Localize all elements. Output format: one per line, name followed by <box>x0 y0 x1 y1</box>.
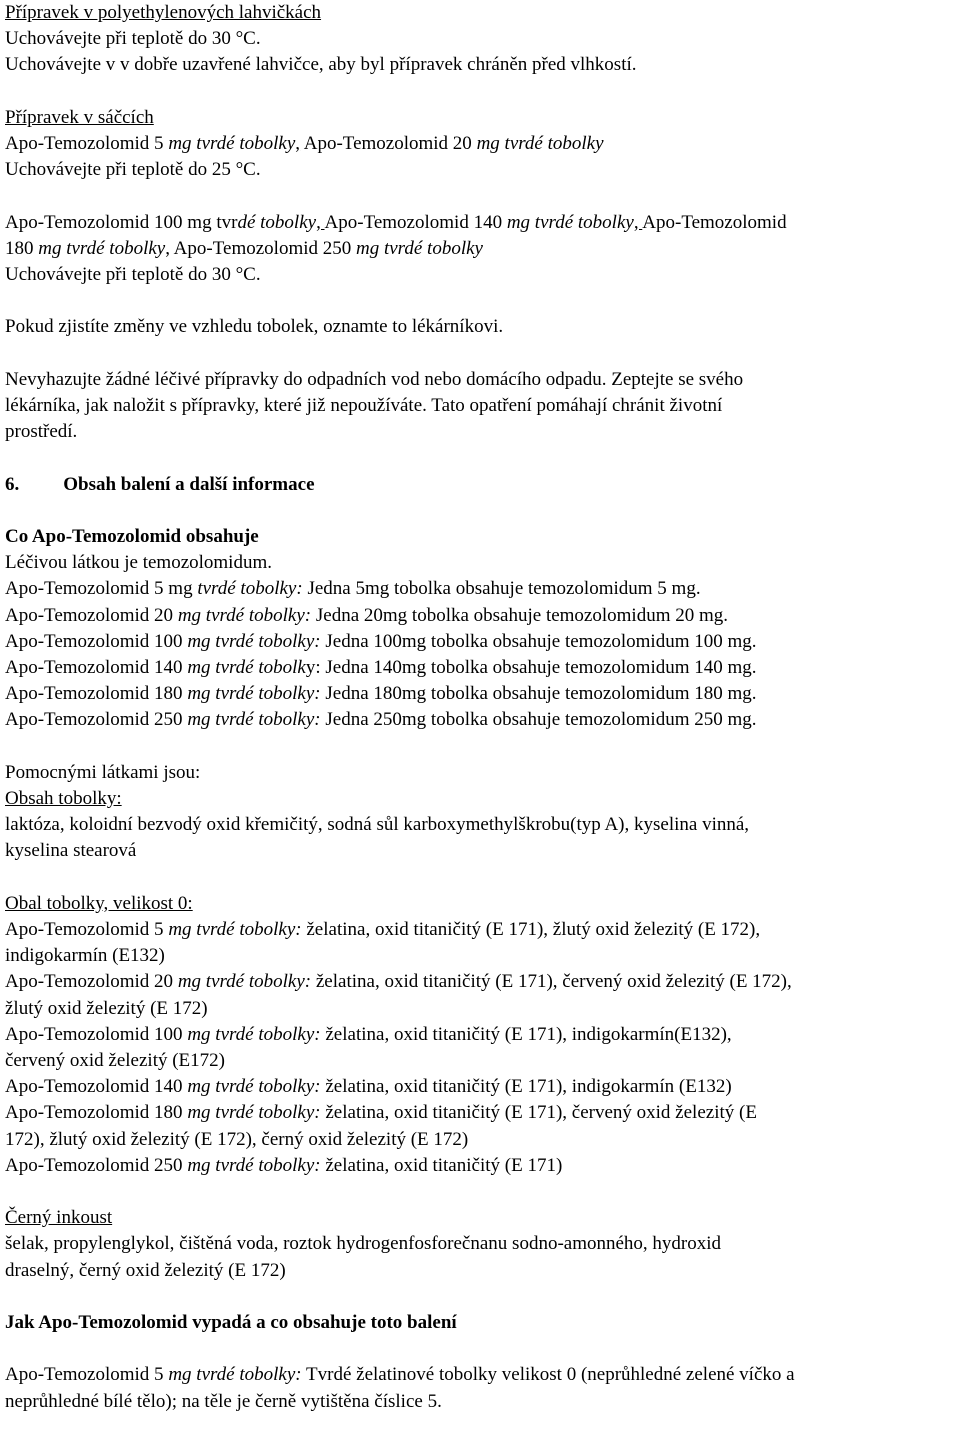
ink-line1: šelak, propylenglykol, čištěná voda, roztok hydrogenfosforečnanu sodno-amonného, hydroxid <box>5 1233 722 1255</box>
strength-row: Apo-Temozolomid 100 mg tvrdé tobolky: Jedna 100mg tobolka obsahuje temozolomidum 100 mg. <box>5 630 757 652</box>
strength-row: Apo-Temozolomid 5 mg tvrdé tobolky: Jedna 5mg tobolka obsahuje temozolomidum 5 mg. <box>5 578 701 600</box>
shell-5mg-line1: Apo-Temozolomid 5 mg tvrdé tobolky: želatina, oxid titaničitý (E 171), žlutý oxid železitý (E 172), <box>5 918 761 940</box>
ink-line2: draselný, černý oxid železitý (E 172) <box>5 1259 286 1281</box>
strength-row: Apo-Temozolomid 20 mg tvrdé tobolky: Jedna 20mg tobolka obsahuje temozolomidum 20 mg. <box>5 604 729 626</box>
section-6-heading <box>5 472 957 498</box>
shell-180mg-line1: Apo-Temozolomid 180 mg tvrdé tobolky: želatina, oxid titaničitý (E 171), červený oxid železitý (E <box>5 1102 757 1124</box>
appearance-5mg-line2: neprůhledné bílé tělo); na těle je černě vytištěna číslice 5. <box>5 1390 442 1412</box>
ink-heading: Černý inkoust <box>5 1207 113 1229</box>
capsule-content-heading: Obsah tobolky: <box>5 787 122 809</box>
disposal-notice-line3: prostředí. <box>5 421 78 443</box>
sachets-group2-temperature: Uchovávejte při teplotě do 30 °C. <box>5 264 261 285</box>
shell-100mg-line1: Apo-Temozolomid 100 mg tvrdé tobolky: želatina, oxid titaničitý (E 171), indigokarmín(E132), <box>5 1023 732 1045</box>
strength-row: Apo-Temozolomid 180 mg tvrdé tobolky: Jedna 180mg tobolka obsahuje temozolomidum 180 mg. <box>5 683 757 705</box>
shell-20mg-line1: Apo-Temozolomid 20 mg tvrdé tobolky: želatina, oxid titaničitý (E 171), červený oxid železitý (E 172), <box>5 971 792 993</box>
shell-180mg-line2: 172), žlutý oxid železitý (E 172), černý oxid železitý (E 172) <box>5 1128 469 1150</box>
disposal-notice-line1: Nevyhazujte žádné léčivé přípravky do odpadních vod nebo domácího odpadu. Zeptejte se svého <box>5 368 744 390</box>
capsule-content-line2: kyselina stearová <box>5 840 137 862</box>
capsule-content-line1: laktóza, koloidní bezvodý oxid křemičitý, sodná sůl karboxymethylškrobu(typ A), kyselina vinná, <box>5 814 750 836</box>
section-title: Obsah balení a další informace <box>63 473 315 495</box>
bottles-temperature: Uchovávejte při teplotě do 30 °C. <box>5 28 261 50</box>
sachets-heading: Přípravek v sáčcích <box>5 106 154 128</box>
capsule-shell-heading: Obal tobolky, velikost 0: <box>5 892 193 914</box>
contains-heading: Co Apo-Temozolomid obsahuje <box>5 525 259 547</box>
sachets-group1-products: Apo-Temozolomid 5 mg tvrdé tobolky, Apo-Temozolomid 20 mg tvrdé tobolky <box>5 133 604 154</box>
bottles-heading: Přípravek v polyethylenových lahvičkách <box>5 2 322 23</box>
appearance-5mg-line1: Apo-Temozolomid 5 mg tvrdé tobolky: Tvrdé želatinové tobolky velikost 0 (neprůhledné zelené víčko a <box>5 1364 795 1386</box>
section-number: 6. <box>5 473 20 495</box>
excipients-heading: Pomocnými látkami jsou: <box>5 761 201 783</box>
strength-row: Apo-Temozolomid 140 mg tvrdé tobolky: Jedna 140mg tobolka obsahuje temozolomidum 140 mg. <box>5 656 757 678</box>
shell-20mg-line2: žlutý oxid železitý (E 172) <box>5 997 208 1019</box>
strength-row: Apo-Temozolomid 250 mg tvrdé tobolky: Jedna 250mg tobolka obsahuje temozolomidum 250 mg. <box>5 709 757 731</box>
sachets-group1-temperature: Uchovávejte při teplotě do 25 °C. <box>5 159 261 181</box>
sachets-group2-products-line1: Apo-Temozolomid 100 mg tvrdé tobolky, Apo-Temozolomid 140 mg tvrdé tobolky, Apo-Temozolomid <box>5 211 787 233</box>
shell-100mg-line2: červený oxid železitý (E172) <box>5 1050 225 1071</box>
shell-250mg-line1: Apo-Temozolomid 250 mg tvrdé tobolky: želatina, oxid titaničitý (E 171) <box>5 1154 563 1176</box>
bottles-moisture: Uchovávejte v v dobře uzavřené lahvičce, aby byl přípravek chráněn před vlhkostí. <box>5 54 637 76</box>
sachets-group2-products-line2: 180 mg tvrdé tobolky, Apo-Temozolomid 250 mg tvrdé tobolky <box>5 237 483 259</box>
appearance-change-notice: Pokud zjistíte změny ve vzhledu tobolek, oznamte to lékárníkovi. <box>5 316 504 338</box>
shell-5mg-line2: indigokarmín (E132) <box>5 945 165 967</box>
appearance-heading: Jak Apo-Temozolomid vypadá a co obsahuje toto balení <box>5 1312 457 1333</box>
active-substance: Léčivou látkou je temozolomidum. <box>5 552 272 574</box>
shell-140mg-line1: Apo-Temozolomid 140 mg tvrdé tobolky: želatina, oxid titaničitý (E 171), indigokarmín (E132) <box>5 1076 732 1098</box>
leaflet-page <box>5 0 957 1415</box>
disposal-notice-line2: lékárníka, jak naložit s přípravky, které již nepoužíváte. Tato opatření pomáhají chránit životní <box>5 394 723 416</box>
